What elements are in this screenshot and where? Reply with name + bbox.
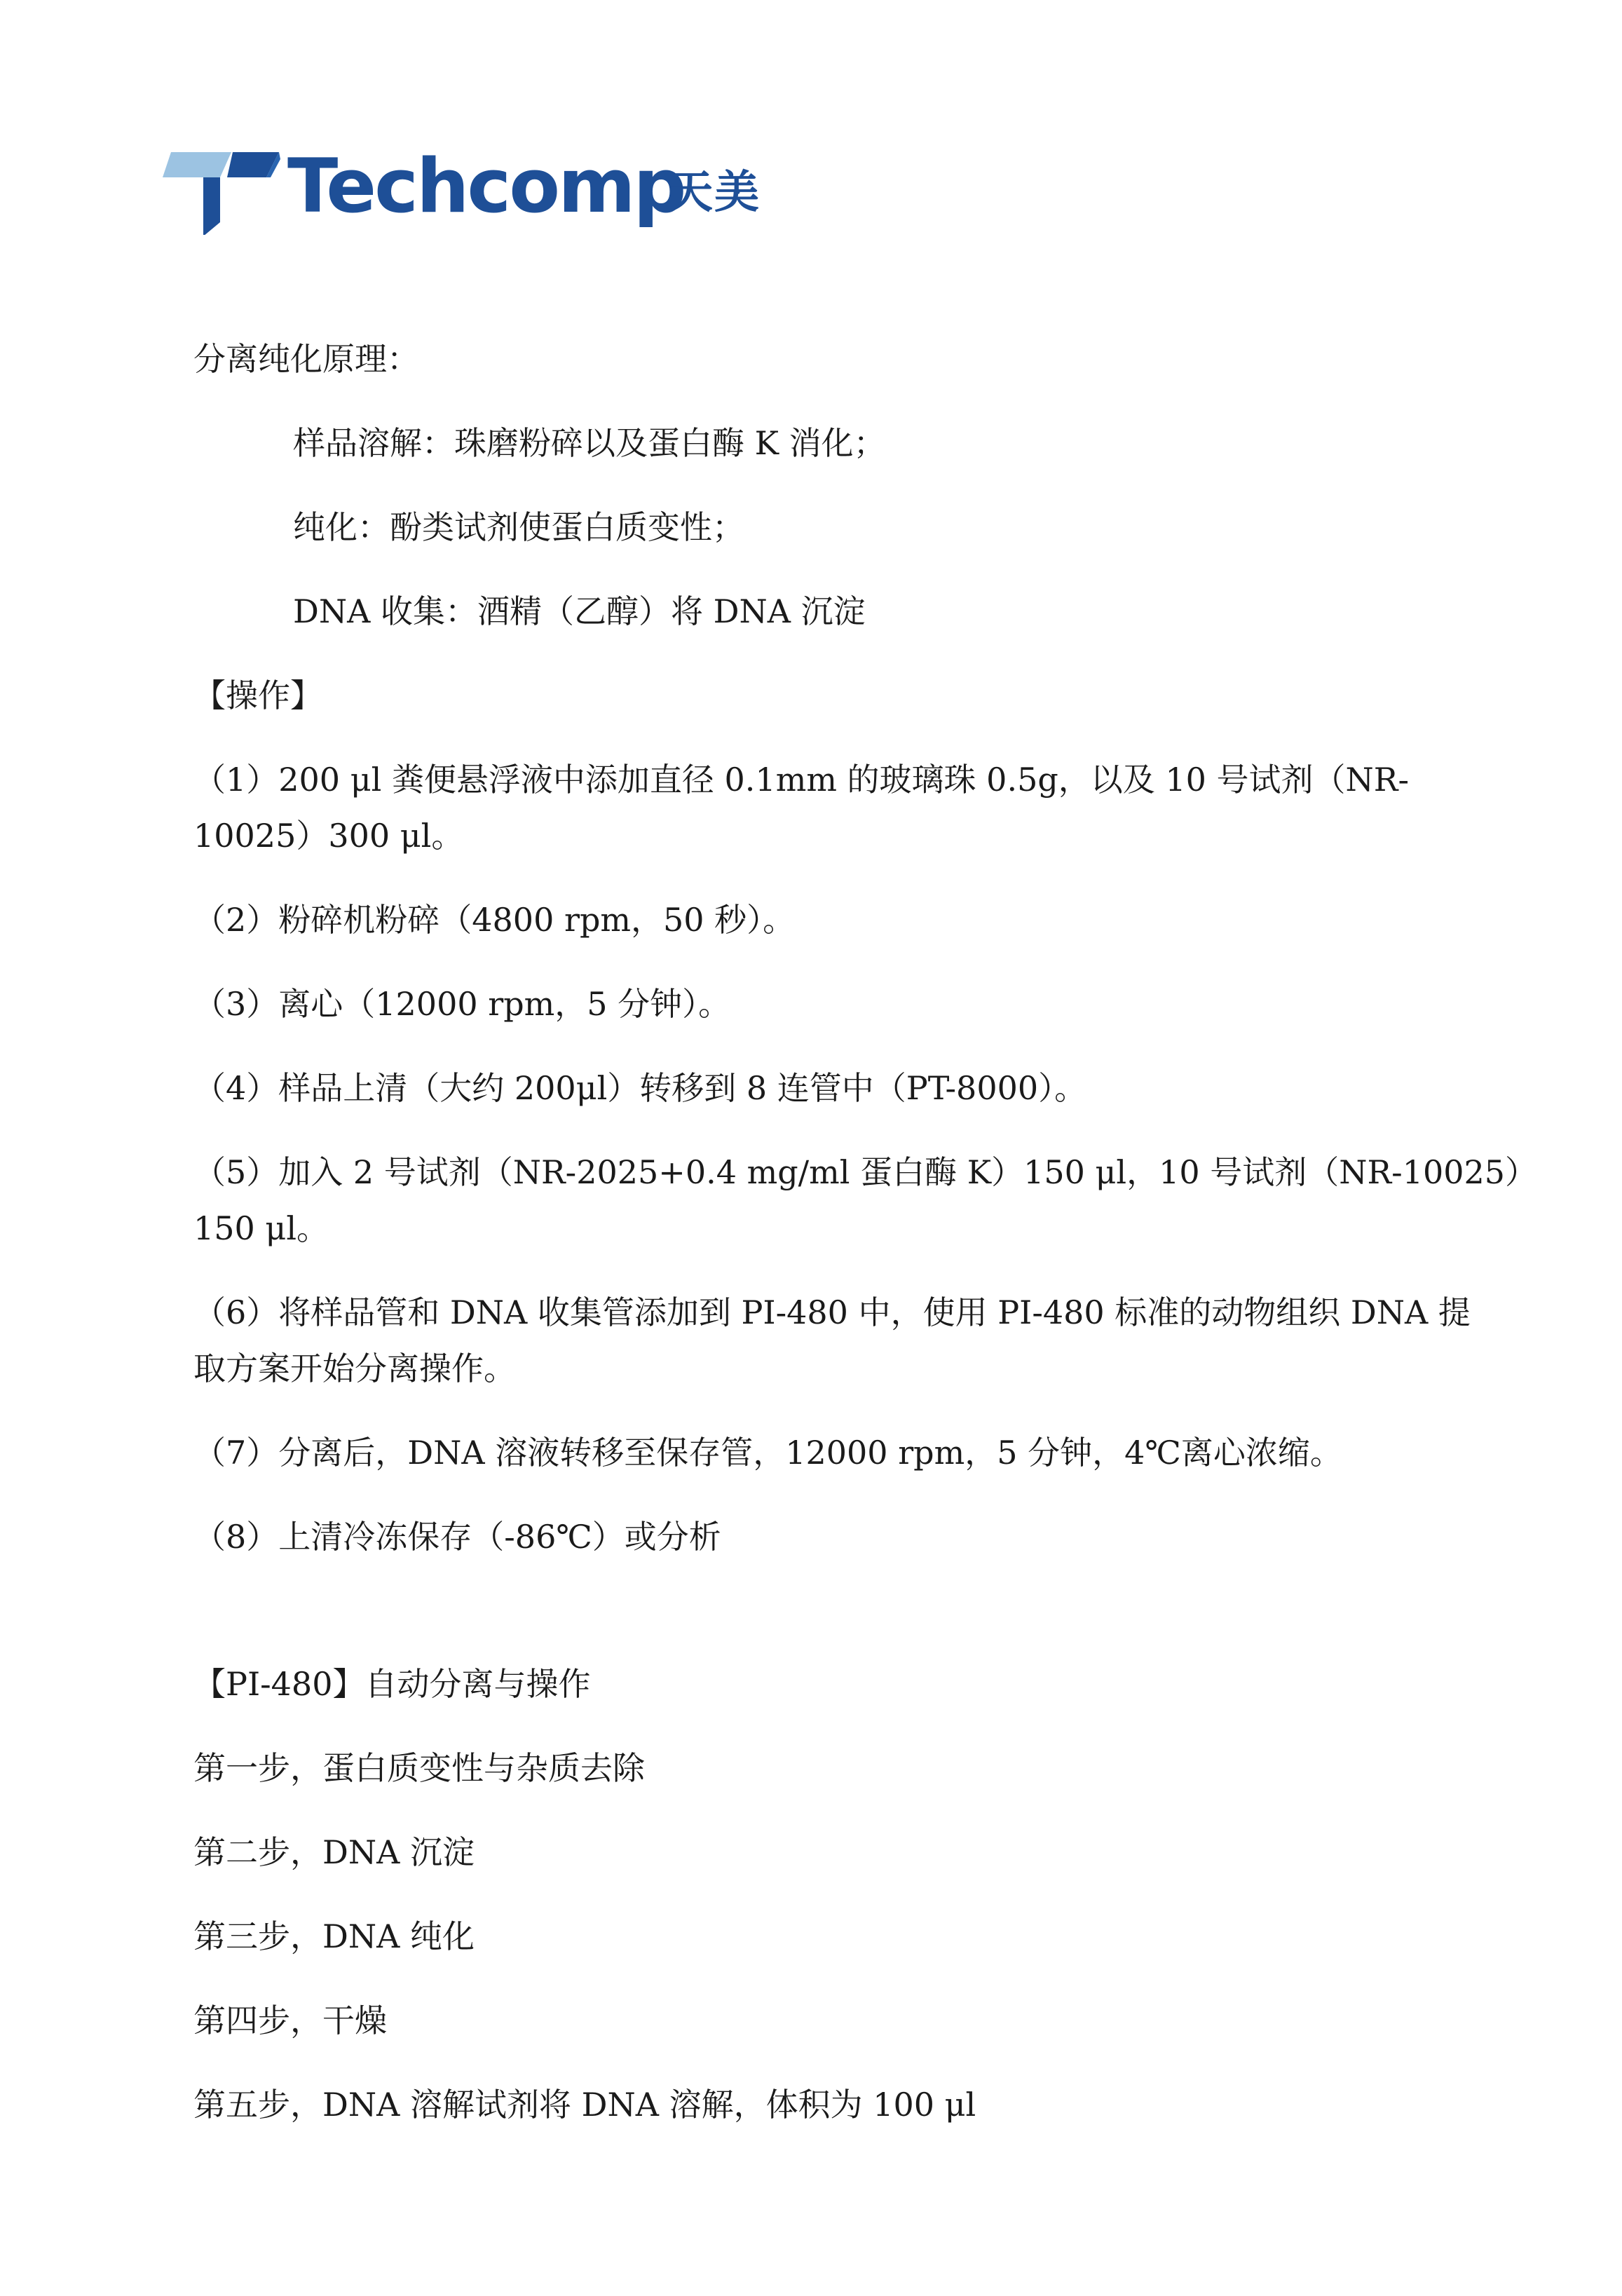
auto-step-4: 第四步，干燥 — [193, 2002, 387, 2039]
logo-cn-text: 天美 — [668, 167, 761, 219]
operation-step-6-line-1: （6）将样品管和 DNA 收集管添加到 PI-480 中，使用 PI-480 标准的动物组织 DNA 提 — [193, 1293, 1471, 1331]
operation-step-7: （7）分离后，DNA 溶液转移至保存管，12000 rpm，5 分钟，4℃离心浓缩。 — [193, 1434, 1342, 1472]
techcomp-logo — [154, 144, 785, 249]
operation-step-5-line-2: 150 μl。 — [193, 1209, 329, 1247]
auto-step-1: 第一步，蛋白质变性与杂质去除 — [193, 1749, 645, 1787]
principle-item-dissolve: 样品溶解：珠磨粉碎以及蛋白酶 K 消化； — [293, 424, 886, 462]
principle-item-purify: 纯化：酚类试剂使蛋白质变性； — [293, 508, 744, 546]
operation-step-3: （3）离心（12000 rpm，5 分钟）。 — [193, 985, 731, 1023]
principle-item-collect: DNA 收集：酒精（乙醇）将 DNA 沉淀 — [293, 592, 866, 630]
auto-step-2: 第二步，DNA 沉淀 — [193, 1833, 475, 1871]
techcomp-logo-mark-icon — [154, 144, 287, 235]
auto-step-5: 第五步，DNA 溶解试剂将 DNA 溶解，体积为 100 μl — [193, 2086, 976, 2124]
operation-step-4: （4）样品上清（大约 200μl）转移到 8 连管中（PT-8000）。 — [193, 1069, 1087, 1107]
operation-title: 【操作】 — [193, 677, 322, 714]
operation-step-1-line-1: （1）200 μl 粪便悬浮液中添加直径 0.1mm 的玻璃珠 0.5g，以及 10 号试剂（NR- — [193, 761, 1409, 799]
principle-title: 分离纯化原理： — [193, 340, 419, 378]
operation-step-2: （2）粉碎机粉碎（4800 rpm，50 秒）。 — [193, 901, 796, 939]
logo-brand-text: Techcomp — [287, 143, 685, 229]
operation-step-1-line-2: 10025）300 μl。 — [193, 817, 464, 855]
operation-step-5-line-1: （5）加入 2 号试剂（NR-2025+0.4 mg/ml 蛋白酶 K）150 μl，10 号试剂（NR-10025） — [193, 1153, 1538, 1191]
auto-title: 【PI-480】自动分离与操作 — [193, 1665, 591, 1703]
operation-step-6-line-2: 取方案开始分离操作。 — [193, 1350, 516, 1387]
operation-step-8: （8）上清冷冻保存（-86℃）或分析 — [193, 1518, 721, 1556]
auto-step-3: 第三步，DNA 纯化 — [193, 1917, 475, 1955]
